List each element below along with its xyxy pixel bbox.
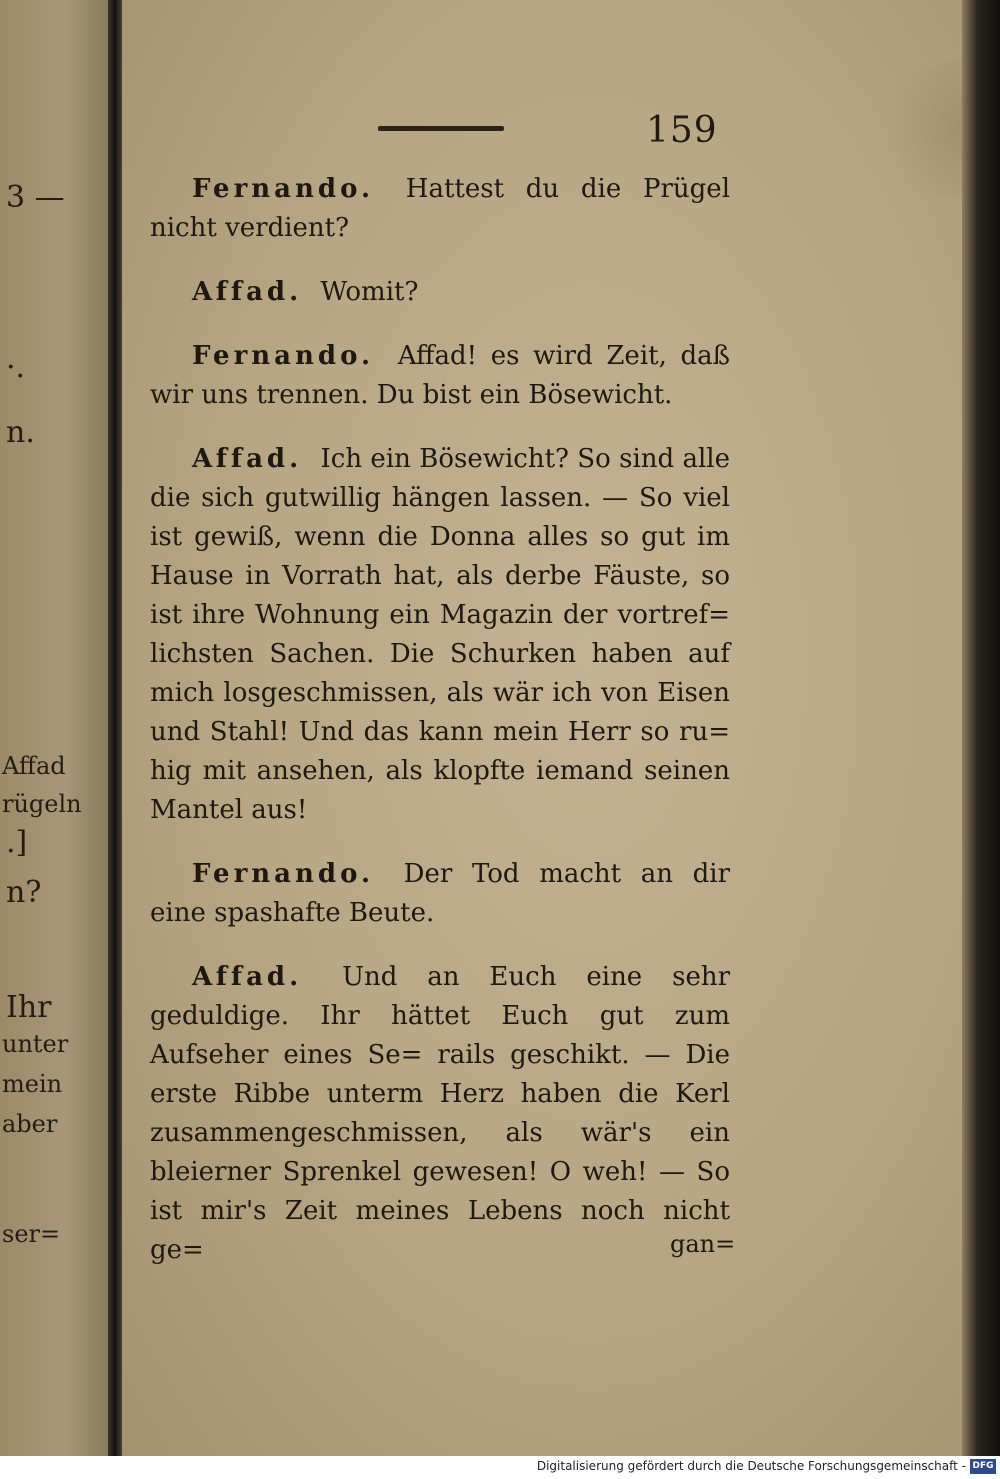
dialogue-text: Affad! es wird Zeit, daß wir uns trennen. Du bist ein Bösewicht. xyxy=(150,341,730,410)
paragraph xyxy=(150,273,730,312)
paragraph xyxy=(150,855,730,933)
speaker-name: Fernando. xyxy=(192,341,375,371)
paragraph xyxy=(150,170,730,248)
paragraph xyxy=(150,440,730,830)
page-edge-shadow xyxy=(962,0,1000,1456)
left-page-text-fragment: unter xyxy=(2,1030,69,1058)
left-page-fragment xyxy=(0,0,108,1456)
page-text xyxy=(150,170,730,1292)
left-page-text-fragment: aber xyxy=(2,1110,58,1138)
left-page-text-fragment: ·. xyxy=(6,350,26,385)
left-page-text-fragment: n. xyxy=(6,415,35,450)
dialogue-text: Womit? xyxy=(320,277,419,307)
catchword: gan= xyxy=(670,1230,736,1258)
footer-bar xyxy=(0,1456,1000,1479)
paragraph xyxy=(150,958,730,1270)
book-gutter xyxy=(108,0,122,1456)
dialogue-text: Hattest du die Prügel nicht verdient? xyxy=(150,174,731,243)
header-rule xyxy=(378,126,504,131)
left-page-text-fragment: n? xyxy=(6,875,42,910)
speaker-name: Affad. xyxy=(192,962,303,992)
speaker-name: Fernando. xyxy=(192,174,375,204)
left-page-text-fragment: 3 — xyxy=(6,180,65,215)
dialogue-text: Und an Euch eine sehr geduldige. Ihr hättet Euch gut zum Aufseher eines Se= rails geschikt. — Die erste Ribbe unterm Herz haben die Kerl zusammengeschmissen, als wär's ein bleierner Sprenkel gewesen! O weh! — So ist mir's Zeit meines Lebens noch nicht ge= xyxy=(150,962,731,1265)
left-page-text-fragment: ser= xyxy=(2,1220,61,1248)
speaker-name: Fernando. xyxy=(192,859,375,889)
page-number: 159 xyxy=(646,110,718,151)
left-page-text-fragment: Ihr xyxy=(6,990,52,1025)
footer-credit: Digitalisierung gefördert durch die Deutsche Forschungsgemeinschaft - xyxy=(536,1459,966,1473)
left-page-text-fragment: .] xyxy=(6,825,28,860)
left-page-text-fragment: rügeln xyxy=(2,790,82,818)
left-page-text-fragment: mein xyxy=(2,1070,63,1098)
speaker-name: Affad. xyxy=(192,277,303,307)
dfg-logo: DFG xyxy=(970,1459,996,1474)
dialogue-text: Ich ein Bösewicht? So sind alle die sich gutwillig hängen lassen. — So viel ist gewiß, wenn die Donna alles so gut im Hause in Vorrath hat, als derbe Fäuste, so ist ihre Wohnung ein Magazin der vortref= lichsten Sachen. Die Schurken haben auf mich losgeschmissen, als wär ich von Eisen und Stahl! Und das kann mein Herr so ru= hig mit ansehen, als klopfte iemand seinen Mantel aus! xyxy=(150,444,730,825)
paragraph xyxy=(150,337,730,415)
dialogue-text: Der Tod macht an dir eine spashafte Beute. xyxy=(150,859,730,928)
left-page-text-fragment: Affad xyxy=(2,752,66,780)
speaker-name: Affad. xyxy=(192,444,303,474)
